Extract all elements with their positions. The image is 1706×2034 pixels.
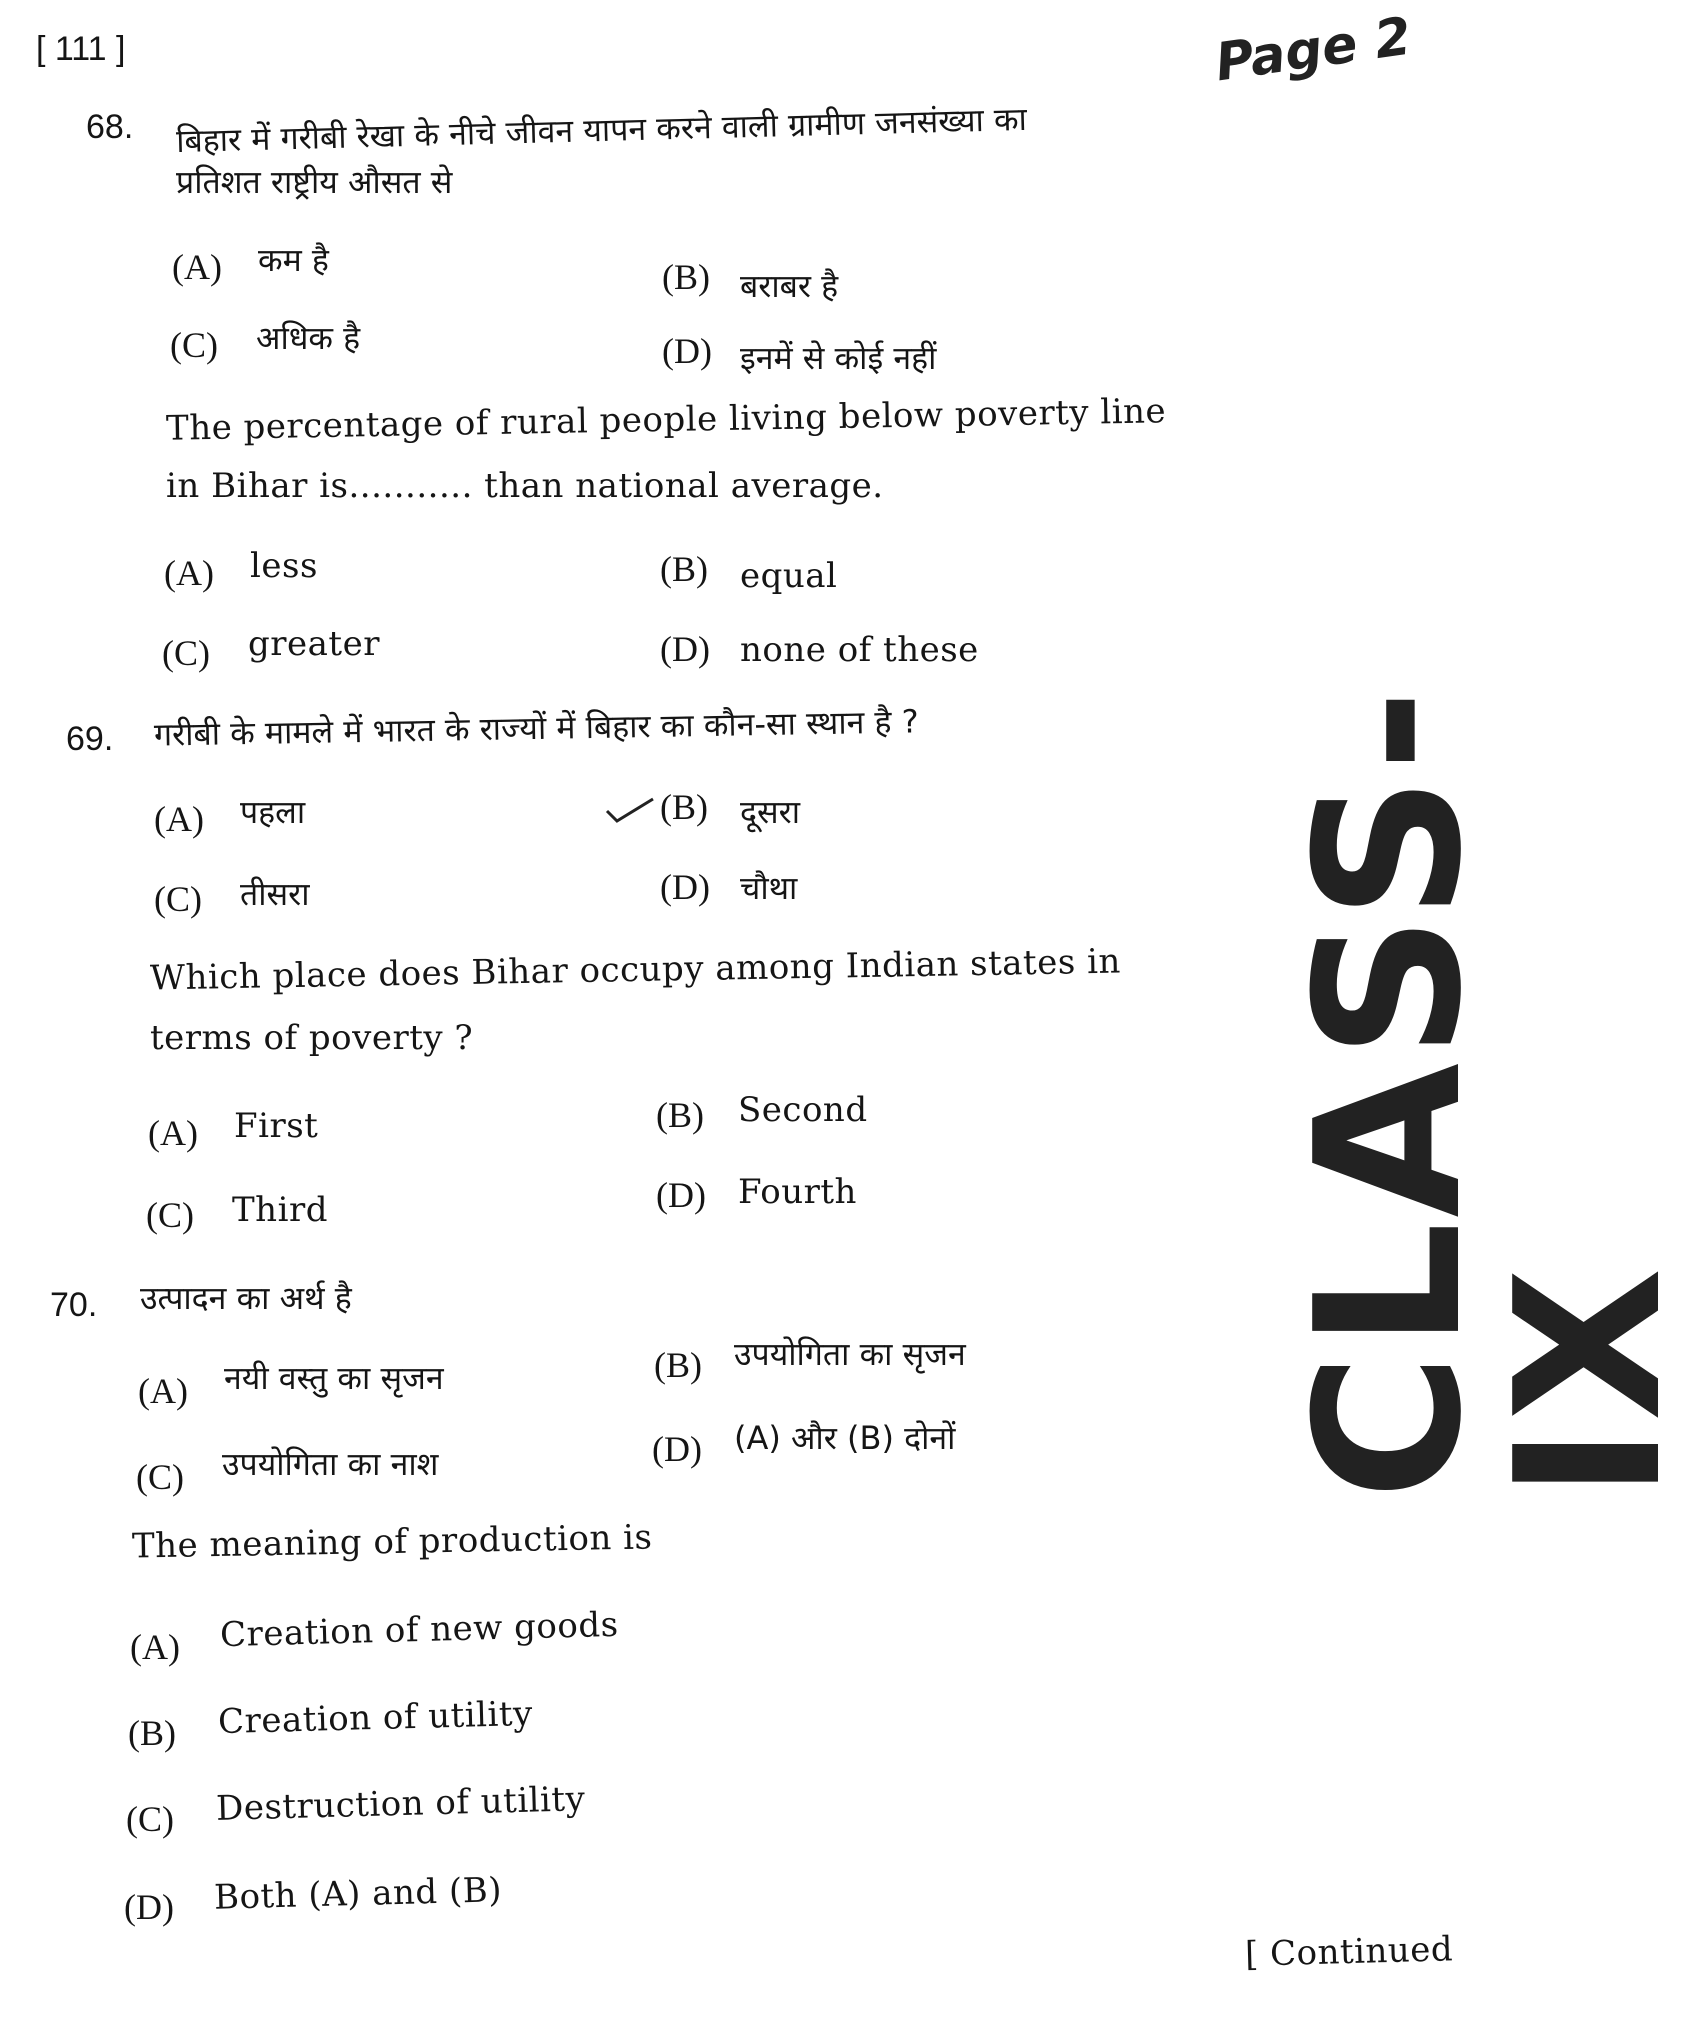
option-text: पहला — [240, 793, 306, 831]
option-text: चौथा — [740, 869, 798, 907]
option-label: (A) — [164, 553, 214, 593]
option-text: उपयोगिता का नाश — [222, 1445, 439, 1483]
option-text: दूसरा — [740, 793, 801, 831]
option-text: तीसरा — [240, 875, 310, 913]
option-text: कम है — [258, 241, 329, 279]
question-english-line: The percentage of rural people living below poverty line — [165, 391, 1167, 449]
option-text: Third — [232, 1190, 328, 1230]
option-label: (A) — [172, 247, 222, 287]
option-label: (B) — [128, 1713, 176, 1753]
option-text: Creation of new goods — [219, 1604, 620, 1656]
answer-tick-mark-icon — [605, 795, 655, 825]
question-english-line: Which place does Bihar occupy among Indian states in — [149, 941, 1122, 999]
question-english-line: terms of poverty ? — [150, 1018, 474, 1058]
option-label: (B) — [660, 549, 708, 589]
option-text: greater — [248, 624, 380, 664]
option-text: इनमें से कोई नहीं — [740, 339, 937, 377]
option-label: (B) — [660, 787, 708, 827]
option-text: Destruction of utility — [215, 1779, 586, 1829]
option-label: (C) — [146, 1195, 194, 1235]
option-text: equal — [740, 556, 838, 596]
question-english-line: The meaning of production is — [131, 1517, 653, 1567]
option-label: (B) — [654, 1345, 702, 1385]
option-text: Second — [738, 1090, 868, 1130]
option-label: (D) — [656, 1175, 706, 1215]
question-number: 69. — [66, 720, 114, 758]
option-text: Both (A) and (B) — [213, 1870, 503, 1918]
option-text: none of these — [740, 630, 979, 670]
option-text: नयी वस्तु का सृजन — [224, 1359, 444, 1397]
option-text: First — [234, 1106, 319, 1146]
option-text: अधिक है — [256, 319, 361, 357]
option-text: Creation of utility — [217, 1693, 534, 1743]
option-text: उपयोगिता का सृजन — [734, 1335, 966, 1373]
class-side-label: CLASS-IX — [1273, 684, 1706, 1500]
page-reference: [ 111 ] — [36, 30, 126, 68]
option-text: less — [250, 546, 318, 586]
option-label: (C) — [126, 1799, 174, 1839]
question-number: 68. — [86, 108, 134, 146]
question-english-line: in Bihar is........... than national average. — [166, 466, 884, 506]
option-label: (C) — [162, 633, 210, 673]
option-label: (D) — [652, 1429, 702, 1469]
option-label: (B) — [662, 257, 710, 297]
question-hindi-line: गरीबी के मामले में भारत के राज्यों में बिहार का कौन-सा स्थान है ? — [153, 702, 919, 754]
option-label: (C) — [136, 1457, 184, 1497]
option-label: (B) — [656, 1095, 704, 1135]
page-watermark: Page 2 — [1211, 6, 1415, 94]
question-hindi-line: बिहार में गरीबी रेखा के नीचे जीवन यापन करने वाली ग्रामीण जनसंख्या का — [175, 99, 1028, 161]
option-label: (A) — [154, 799, 204, 839]
option-label: (D) — [662, 331, 712, 371]
question-number: 70. — [50, 1286, 98, 1324]
question-hindi-line: प्रतिशत राष्ट्रीय औसत से — [176, 163, 453, 201]
option-text: (A) और (B) दोनों — [734, 1419, 956, 1457]
option-label: (A) — [148, 1113, 198, 1153]
option-label: (A) — [130, 1627, 180, 1667]
option-label: (D) — [124, 1887, 174, 1927]
option-label: (C) — [170, 325, 218, 365]
question-hindi-line: उत्पादन का अर्थ है — [140, 1279, 352, 1317]
option-text: Fourth — [738, 1172, 857, 1212]
option-label: (D) — [660, 629, 710, 669]
option-label: (C) — [154, 879, 202, 919]
option-label: (A) — [138, 1371, 188, 1411]
option-text: बराबर है — [740, 267, 839, 305]
option-label: (D) — [660, 867, 710, 907]
continued-note: [ Continued — [1244, 1929, 1454, 1975]
